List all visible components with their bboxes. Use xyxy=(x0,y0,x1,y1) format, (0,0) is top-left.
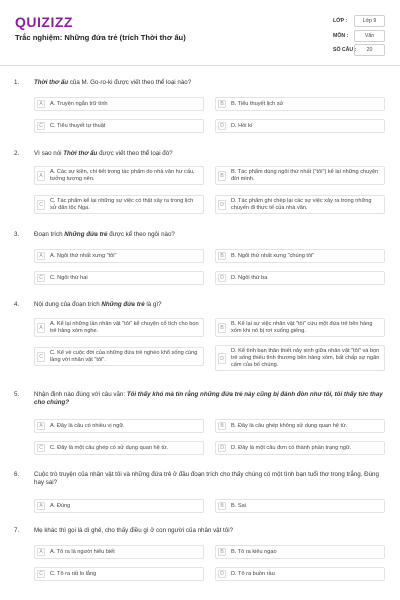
question-segment: Đoạn trích xyxy=(34,231,65,238)
option-d[interactable] xyxy=(215,195,385,214)
option-text: B. Đây là câu ghép không sử dụng quan hệ từ. xyxy=(231,423,348,429)
option-letter: C xyxy=(37,122,45,130)
meta-count-value: 20 xyxy=(354,44,385,56)
option-letter: A xyxy=(37,171,45,181)
option-letter: A xyxy=(37,502,45,510)
meta-subject-value: Văn xyxy=(354,30,385,42)
question-number: 5. xyxy=(14,391,20,398)
option-a[interactable] xyxy=(34,166,204,185)
question-segment: Vì sao nói xyxy=(34,150,64,157)
option-text: B. Ngôi thứ nhất xưng "chúng tôi" xyxy=(231,253,315,259)
option-letter: B xyxy=(218,548,226,556)
option-text: C. Ngôi thứ hai xyxy=(50,275,88,281)
question-segment: Nhận định nào đúng với câu văn: xyxy=(34,391,127,398)
option-b[interactable] xyxy=(215,318,385,337)
option-a[interactable] xyxy=(34,545,204,559)
question-text xyxy=(34,391,384,408)
question-number: 1. xyxy=(14,79,20,86)
meta-count-label: SỐ CÂU : xyxy=(333,47,357,53)
question-segment: Mẹ khác thì gọi là dì ghẻ, cho thấy điều gì ở con người của nhân vật tôi? xyxy=(34,527,234,534)
option-d[interactable] xyxy=(215,567,385,581)
option-text: B. Tô ra kiêu ngạo xyxy=(231,549,277,555)
option-c[interactable] xyxy=(34,441,204,455)
option-text: A. Tô ra là người hiểu biết xyxy=(50,549,115,555)
question-segment: được kể theo ngôi nào? xyxy=(107,231,175,238)
option-text: A. Đúng xyxy=(50,503,71,509)
option-letter: B xyxy=(218,171,226,181)
meta-subject-label: MÔN : xyxy=(333,33,349,39)
option-text: D. Hồi kí xyxy=(231,123,253,129)
option-a[interactable] xyxy=(34,318,204,337)
option-letter: B xyxy=(218,252,226,260)
question-number: 6. xyxy=(14,471,20,478)
option-letter: C xyxy=(37,570,45,578)
option-a[interactable] xyxy=(34,419,204,433)
option-letter: D xyxy=(218,274,226,282)
option-d[interactable] xyxy=(215,345,385,371)
option-letter: B xyxy=(218,422,226,430)
question-emphasis: Thời thơ ấu xyxy=(63,150,98,157)
option-text: A. Truyện ngắn trữ tình xyxy=(50,101,108,107)
option-letter: B xyxy=(218,100,226,108)
option-text: A. Ngôi thứ nhất xưng "tôi" xyxy=(50,253,117,259)
option-text: B. Sai xyxy=(231,503,246,509)
question-number: 3. xyxy=(14,231,20,238)
option-text: A. Đây là câu có nhiều vị ngữ. xyxy=(50,423,125,429)
question-segment: Nội dung của đoạn trích xyxy=(34,301,102,308)
question-number: 2. xyxy=(14,150,20,157)
option-b[interactable] xyxy=(215,545,385,559)
option-letter: C xyxy=(37,274,45,282)
question-text xyxy=(34,301,384,309)
quiz-title: Trắc nghiệm: Những đứa trẻ (trích Thời thơ ấu) xyxy=(15,33,186,42)
option-text: B. Tác phẩm dùng ngôi thứ nhất ("tôi") kể lại những chuyện đời mình. xyxy=(231,169,379,183)
option-c[interactable] xyxy=(34,195,204,214)
question-number: 7. xyxy=(14,527,20,534)
option-text: B. Tiểu thuyết lịch sử xyxy=(231,101,284,107)
option-letter: B xyxy=(218,502,226,510)
option-c[interactable] xyxy=(34,567,204,581)
meta-count xyxy=(333,44,385,58)
option-b[interactable] xyxy=(215,499,385,513)
question-emphasis: Những đứa trẻ xyxy=(64,231,108,238)
option-b[interactable] xyxy=(215,97,385,111)
question-text xyxy=(34,150,384,158)
option-letter: D xyxy=(218,444,226,452)
option-b[interactable] xyxy=(215,166,385,185)
option-text: C. Đây là một câu ghép có sử dụng quan hệ từ. xyxy=(50,445,169,451)
page-header xyxy=(0,0,400,66)
option-text: D. Tác phẩm ghi chép lại các sự việc xảy ra trong những chuyến đi thực tế của nhà văn. xyxy=(231,198,372,212)
option-c[interactable] xyxy=(34,119,204,133)
option-text: C. Tác phẩm kể lại những sự việc có thật xảy ra trong lịch sử dân tộc Nga. xyxy=(50,198,194,212)
question-emphasis: Thời thơ ấu xyxy=(34,79,69,86)
option-letter: D xyxy=(218,353,226,364)
meta-class xyxy=(333,15,385,29)
question-segment: Cuộc trò truyện của nhân vật tôi và những đứa trẻ ở đầu đoạn trích cho thấy chúng có một tình bạn tuổi thơ trong trắng. Đúng hay sai? xyxy=(34,471,379,487)
question-emphasis: Tôi thấy khó mà tin rằng những đứa trẻ này cũng bị đánh đòn như tôi, tôi thấy tức thay cho chúng? xyxy=(34,391,383,407)
option-b[interactable] xyxy=(215,249,385,263)
option-text: D. Ngôi thứ ba xyxy=(231,275,268,281)
option-a[interactable] xyxy=(34,499,204,513)
option-d[interactable] xyxy=(215,271,385,285)
question-number: 4. xyxy=(14,301,20,308)
option-letter: A xyxy=(37,323,45,333)
option-text: D. Kể tình bạn thân thiết nảy sinh giữa nhân vật "tôi" và bọn trẻ sống thiếu tình thương bên hàng xóm, bất chấp sự ngăn cấm của bố chúng. xyxy=(231,348,380,369)
option-letter: A xyxy=(37,252,45,260)
option-letter: D xyxy=(218,200,226,210)
option-b[interactable] xyxy=(215,419,385,433)
question-segment: được viết theo thể loại đó? xyxy=(97,150,173,157)
question-text xyxy=(34,527,384,535)
option-letter: D xyxy=(218,570,226,578)
option-letter: C xyxy=(37,444,45,452)
quizizz-logo: QUIZIZZ xyxy=(15,14,73,30)
question-text xyxy=(34,79,384,87)
option-letter: A xyxy=(37,100,45,108)
option-a[interactable] xyxy=(34,97,204,111)
question-emphasis: Những đứa trẻ xyxy=(101,301,145,308)
option-c[interactable] xyxy=(34,347,204,366)
option-letter: D xyxy=(218,122,226,130)
meta-class-value: Lớp 9 xyxy=(354,15,385,27)
option-letter: A xyxy=(37,422,45,430)
question-segment: là gì? xyxy=(144,301,162,308)
option-text: A. Các sự kiện, chi tiết trong tác phẩm do nhà văn hư cấu, tưởng tượng nên. xyxy=(50,169,195,183)
option-a[interactable] xyxy=(34,249,204,263)
option-text: C. Tiểu thuyết tự thuật xyxy=(50,123,106,129)
option-d[interactable] xyxy=(215,119,385,133)
option-text: C. Tô ra rất lo lắng xyxy=(50,571,97,577)
option-letter: C xyxy=(37,200,45,210)
option-text: C. Kể về cuộc đời của những đứa trẻ nghèo khổ sống cùng làng với nhân vật "tôi". xyxy=(50,350,198,364)
meta-subject xyxy=(333,30,385,44)
option-text: D. Đây là một câu đơn có thành phần trạng ngữ. xyxy=(231,445,352,451)
option-d[interactable] xyxy=(215,441,385,455)
meta-class-label: LỚP : xyxy=(333,18,348,24)
question-text xyxy=(34,231,384,239)
option-letter: B xyxy=(218,323,226,333)
question-text xyxy=(34,471,384,488)
option-letter: C xyxy=(37,352,45,362)
option-text: B. Kể lại sự việc nhân vật "tôi" cứu một đứa trẻ bên hàng xóm khi nó bị rơi xuống giếng. xyxy=(231,321,373,335)
option-letter: A xyxy=(37,548,45,556)
question-segment: của M. Go-ro-ki được viết theo thể loại nào? xyxy=(68,79,192,86)
option-text: A. Kể lại những lần nhân vật "tôi" kể chuyện cổ tích cho bọn trẻ hàng xóm nghe. xyxy=(50,321,199,335)
option-c[interactable] xyxy=(34,271,204,285)
option-text: D. Tô ra buồn rầu xyxy=(231,571,275,577)
